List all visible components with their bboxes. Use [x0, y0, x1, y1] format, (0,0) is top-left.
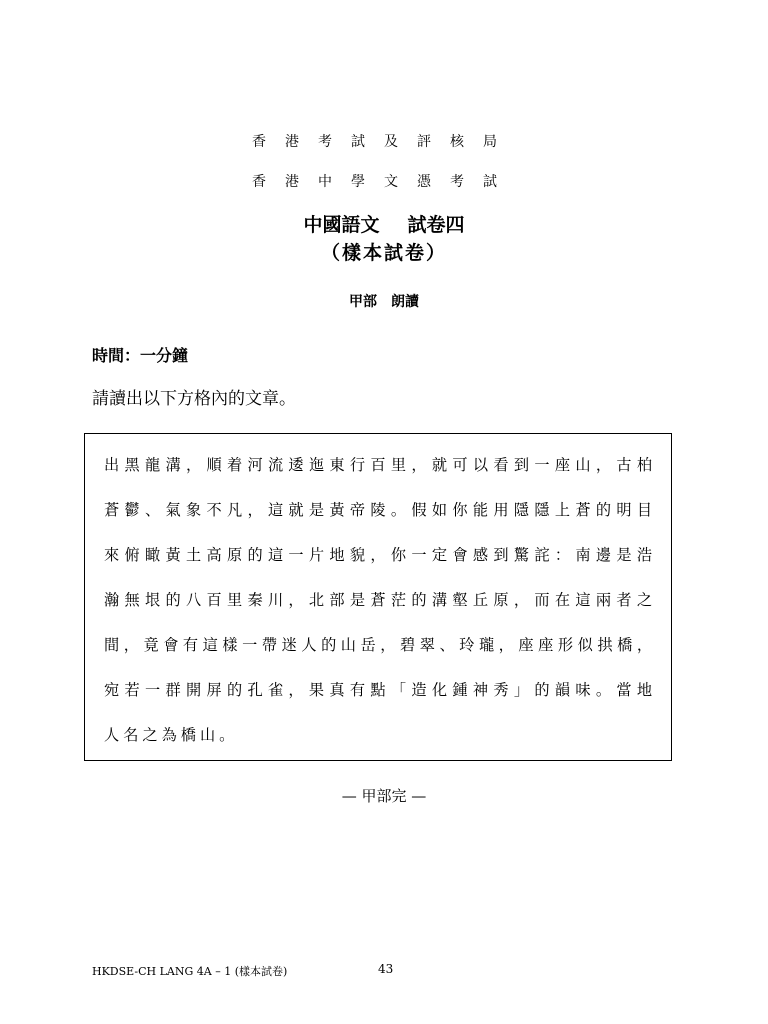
passage-line: 間，竟會有這樣一帶迷人的山岳，碧翠、玲瓏，座座形似拱橋， [104, 636, 656, 654]
paper-title [0, 210, 768, 237]
section-heading [0, 291, 768, 311]
passage-line: 人名之為橋山。 [104, 726, 239, 744]
organization-name: 香港考試及評核局 [252, 134, 516, 150]
page-number: 43 [378, 962, 394, 976]
section-name: 朗讀 [391, 294, 419, 310]
section-end-marker: — 甲部完 — [341, 787, 427, 805]
instruction-text: 請讀出以下方格內的文章。 [92, 389, 296, 409]
passage-box [84, 433, 672, 761]
paper-subtitle: （樣本試卷） [320, 242, 447, 264]
passage-line: 蒼鬱、氣象不凡，這就是黃帝陵。假如你能用隱隱上蒼的明目 [104, 501, 656, 519]
passage-line: 來俯瞰黃土高原的這一片地貌，你一定會感到驚詫：南邊是浩 [104, 546, 656, 564]
exam-name: 香港中學文憑考試 [252, 174, 516, 190]
passage-line: 宛若一群開屏的孔雀，果真有點「造化鍾神秀」的韻味。當地 [104, 681, 656, 699]
section-part: 甲部 [349, 294, 377, 310]
passage-line: 出黑龍溝，順着河流逶迤東行百里，就可以看到一座山，古柏 [104, 456, 656, 474]
passage-line: 瀚無垠的八百里秦川，北部是蒼茫的溝壑丘原，而在這兩者之 [104, 591, 656, 609]
time-limit: 時間：一分鐘 [92, 346, 189, 365]
footer-paper-code: HKDSE-CH LANG 4A – 1 (樣本試卷) [92, 965, 288, 978]
subject-title: 中國語文 [303, 214, 380, 236]
paper-number: 試卷四 [407, 214, 465, 236]
